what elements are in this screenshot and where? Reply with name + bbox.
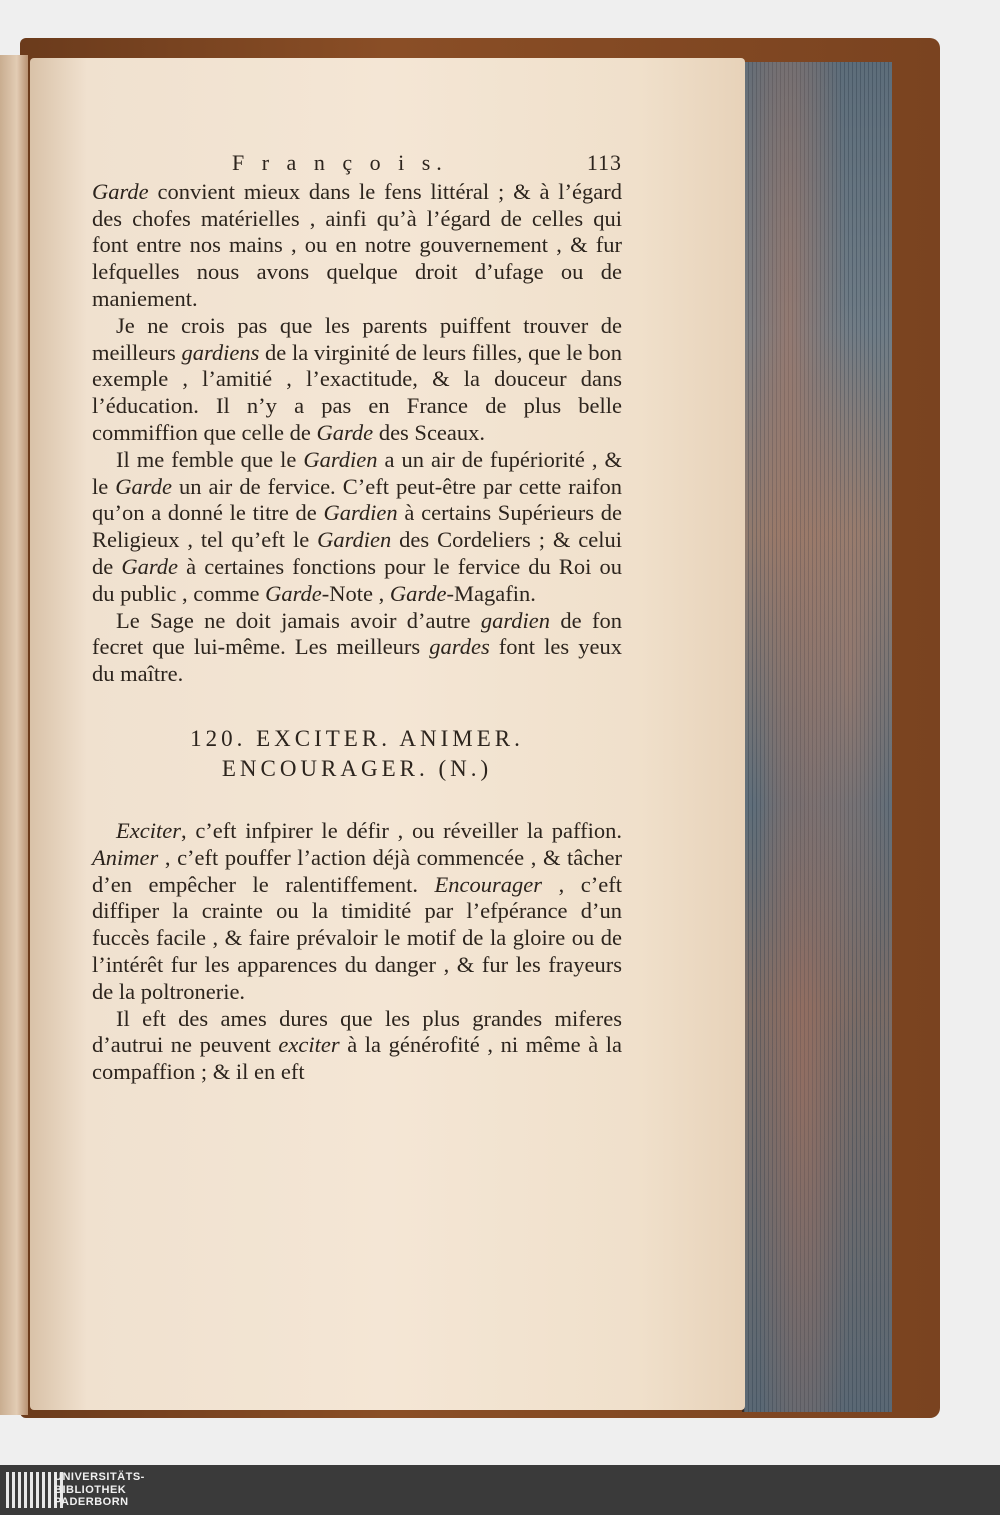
- italic-term: gardiens: [181, 339, 260, 365]
- text-run: , c’eft diffiper la crainte ou la timidité par l’efpérance d’un fuccès facile , & faire prévaloir le motif de la gloire ou de l’intérêt fur les apparences du danger , & fur les frayeurs de la poltronerie.: [92, 871, 622, 1004]
- page-text: [92, 150, 622, 1086]
- text-run: font les yeux du maître.: [92, 634, 622, 687]
- italic-term: Exciter: [116, 817, 181, 843]
- italic-term: Garde: [265, 580, 322, 606]
- paragraph-2: [92, 313, 622, 447]
- library-footer: [0, 1465, 1000, 1515]
- italic-term: Garde: [389, 580, 447, 606]
- text-run: -Magafin.: [446, 580, 536, 606]
- paragraph-6: [92, 1006, 622, 1086]
- page-header: [92, 150, 622, 177]
- italic-term: Animer: [92, 844, 159, 870]
- paragraph-4: [92, 608, 622, 688]
- text-run: Il eft des ames dures que les plus grandes miferes d’autrui ne peuvent: [92, 1005, 622, 1058]
- logo-line-2: BIBLIOTHEK: [54, 1483, 127, 1496]
- logo-line-1: UNIVERSITÄTS-: [54, 1471, 145, 1483]
- italic-term: Gardien: [303, 446, 378, 472]
- italic-term: Gardien: [317, 527, 392, 553]
- italic-term: gardes: [429, 634, 490, 660]
- italic-term: Garde: [316, 419, 374, 445]
- italic-term: Garde: [115, 473, 172, 499]
- paragraph-5: [92, 818, 622, 1006]
- italic-term: Garde: [121, 553, 179, 579]
- italic-term: exciter: [278, 1032, 340, 1058]
- paragraph-3: [92, 447, 622, 608]
- paragraph-1: [92, 179, 622, 313]
- text-run: Le Sage ne doit jamais avoir d’autre: [116, 607, 481, 633]
- text-run: à certaines fonctions pour le fervice du Roi ou du public , comme: [92, 553, 622, 606]
- text-run: , c’eft pouffer l’action déjà commencée , & tâcher d’en empêcher le ralentiffement.: [92, 844, 622, 897]
- text-run: un air de fervice. C’eft peut-être par cette raifon qu’on a donné le titre de: [92, 473, 622, 526]
- page-block-edge: [742, 62, 892, 1412]
- library-logo-text: [54, 1471, 145, 1509]
- text-run: , c’eft infpirer le défir , ou réveiller la paffion.: [180, 817, 622, 843]
- page-number: 113: [586, 150, 622, 175]
- running-head: F r a n ç o i s.: [232, 150, 448, 175]
- logo-line-3: PADERBORN: [54, 1496, 129, 1508]
- italic-term: Garde: [92, 178, 149, 204]
- text-run: à certains Supérieurs de Religieux , tel qu’eft le: [92, 500, 622, 553]
- text-run: a un air de fupériorité , & le: [92, 446, 622, 499]
- text-run: -Note ,: [321, 580, 390, 606]
- left-page-edge: [0, 55, 28, 1415]
- text-run: des Cordeliers ; & celui de: [92, 527, 622, 579]
- text-run: des Sceaux.: [373, 419, 486, 445]
- section-heading-line-2: ENCOURAGER. (N.): [221, 755, 493, 781]
- text-run: de fon fecret que lui-même. Les meilleurs: [92, 607, 622, 660]
- italic-term: Gardien: [323, 500, 398, 526]
- italic-term: Encourager: [434, 871, 543, 897]
- section-heading-line-1: 120. EXCITER. ANIMER.: [190, 725, 524, 751]
- text-run: Je ne crois pas que les parents puiffent trouver de meilleurs: [92, 312, 622, 365]
- text-run: de la virginité de leurs filles, que le bon exemple , l’amitié , l’exactitude, & la douceur dans l’éducation. Il n’y a pas en France de plus belle commiffion que celle de: [92, 339, 622, 445]
- text-run: à la générofité , ni même à la compaffion ; & il en eft: [92, 1032, 623, 1085]
- italic-term: gardien: [480, 607, 551, 633]
- text-run: Il me femble que le: [116, 446, 304, 472]
- section-heading: [92, 724, 622, 784]
- text-run: convient mieux dans le fens littéral ; & à l’égard des chofes matérielles , ainfi qu’à l’égard de celles qui font entre nos mains , ou en notre gouvernement , & fur lefquelles nous avons quelque droit d’ufage ou de maniement.: [92, 178, 622, 311]
